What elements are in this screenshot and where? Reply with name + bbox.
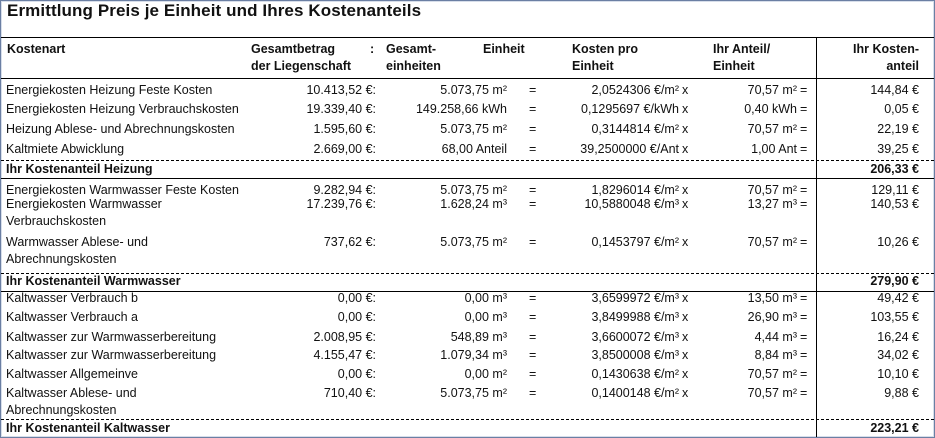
cell-x: x (682, 142, 689, 156)
cell-kosten: 9,88 € (884, 386, 919, 400)
cell-kosten: 22,19 € (877, 122, 919, 136)
table-row (1, 196, 934, 228)
cell-betrag: 0,00 €: (337, 310, 376, 324)
subtotal-value: 223,21 € (870, 421, 919, 435)
header-kostenart: Kostenart (7, 42, 66, 56)
cell-eq: = (529, 386, 537, 400)
table-row (1, 121, 934, 138)
subtotal-row (1, 420, 934, 437)
cell-eq2: = (800, 348, 808, 362)
cell-preis: 3,8500008 €/m³ (591, 348, 679, 362)
subtotal-row (1, 273, 934, 290)
cell-eq2: = (800, 291, 808, 305)
cell-eq: = (529, 367, 537, 381)
subtotal-label: Ihr Kostenanteil Heizung (6, 162, 153, 176)
cell-kosten: 34,02 € (877, 348, 919, 362)
cell-anteil: 8,84 m³ (754, 348, 797, 362)
cell-anteil: 70,57 m² (747, 367, 797, 381)
subtotal-value: 279,90 € (870, 274, 919, 288)
header-kostenanteil: Ihr Kosten- anteil (853, 42, 919, 73)
cell-preis: 0,1295697 €/kWh (581, 102, 679, 116)
cell-anteil: 13,27 m³ (747, 197, 797, 211)
cell-name: Kaltwasser zur Warmwasserbereitung (6, 348, 217, 362)
cell-anteil: 4,44 m³ (754, 330, 797, 344)
cell-eq2: = (800, 367, 808, 381)
cell-eq: = (529, 330, 537, 344)
cell-gesamt: 5.073,75 m² (440, 183, 507, 197)
cell-x: x (682, 291, 689, 305)
cell-x: x (682, 386, 689, 400)
cell-eq: = (529, 183, 537, 197)
cell-name: Kaltwasser Allgemeinve (6, 367, 139, 381)
cell-x: x (682, 183, 689, 197)
cell-gesamt: 548,89 m³ (450, 330, 507, 344)
cell-preis: 3,6600072 €/m³ (591, 330, 679, 344)
cell-anteil: 70,57 m² (747, 122, 797, 136)
cell-betrag: 2.008,95 €: (313, 330, 376, 344)
cell-name: Kaltwasser Ablese- und (6, 386, 137, 400)
cell-name: Kaltwasser Verbrauch a (6, 310, 139, 324)
cell-betrag: 2.669,00 €: (313, 142, 376, 156)
cell-gesamt: 0,00 m³ (464, 291, 507, 305)
table-row (1, 82, 934, 99)
cell-kosten: 16,24 € (877, 330, 919, 344)
cell-eq2: = (800, 235, 808, 249)
cell-gesamt: 68,00 Anteil (441, 142, 507, 156)
cell-gesamt: 5.073,75 m² (440, 235, 507, 249)
cell-betrag: 17.239,76 €: (306, 197, 376, 211)
cell-kosten: 103,55 € (870, 310, 919, 324)
cell-betrag: 0,00 €: (337, 291, 376, 305)
header-top-rule (1, 37, 934, 38)
cell-eq2: = (800, 330, 808, 344)
cell-preis: 39,2500000 €/Ant (580, 142, 679, 156)
cell-eq2: = (800, 142, 808, 156)
cell-kosten: 39,25 € (877, 142, 919, 156)
subtotal-value: 206,33 € (870, 162, 919, 176)
cell-gesamt: 5.073,75 m² (440, 122, 507, 136)
cell-name: Energiekosten Warmwasser Feste Kosten (6, 183, 239, 197)
cell-gesamt: 1.628,24 m³ (440, 197, 507, 211)
cell-preis: 1,8296014 €/m² (591, 183, 679, 197)
cell-anteil: 1,00 Ant (751, 142, 797, 156)
header-einheit: Einheit (483, 42, 525, 56)
header-kosten-pro-einheit: Kosten pro Einheit (572, 42, 638, 73)
cell-betrag: 9.282,94 €: (313, 183, 376, 197)
cell-x: x (682, 348, 689, 362)
cell-anteil: 0,40 kWh (744, 102, 797, 116)
cell-x: x (682, 367, 689, 381)
cell-preis: 0,1400148 €/m² (591, 386, 679, 400)
cell-eq: = (529, 122, 537, 136)
cell-preis: 0,1430638 €/m² (591, 367, 679, 381)
table-row (1, 101, 934, 118)
cell-eq: = (529, 348, 537, 362)
table-row (1, 141, 934, 158)
header-colon: : (370, 42, 375, 56)
cell-name: Energiekosten Warmwasser (6, 197, 162, 211)
subtotal-label: Ihr Kostenanteil Warmwasser (6, 274, 181, 288)
cell-anteil: 70,57 m² (747, 83, 797, 97)
cell-x: x (682, 310, 689, 324)
cell-eq2: = (800, 386, 808, 400)
cell-kosten: 129,11 € (871, 183, 919, 197)
cell-kosten: 10,10 € (877, 367, 919, 381)
subtotal-label: Ihr Kostenanteil Kaltwasser (6, 421, 170, 435)
cell-x: x (682, 330, 689, 344)
cell-kosten: 140,53 € (870, 197, 919, 211)
cell-gesamt: 149.258,66 kWh (415, 102, 507, 116)
table-row (1, 385, 934, 417)
subtotal-row (1, 161, 934, 178)
cell-anteil: 26,90 m³ (747, 310, 797, 324)
cell-betrag: 4.155,47 €: (313, 348, 376, 362)
subtotal-solid-rule (1, 178, 934, 179)
cell-eq2: = (800, 122, 808, 136)
cell-kosten: 144,84 € (870, 83, 919, 97)
header-anteil-einheit: Ihr Anteil/ Einheit (713, 42, 771, 73)
cell-eq2: = (800, 197, 808, 211)
cell-name: Kaltwasser Verbrauch b (6, 291, 139, 305)
cell-name-continued: Abrechnungskosten (6, 403, 117, 417)
subtotal-solid-rule (1, 291, 934, 292)
cell-eq: = (529, 235, 537, 249)
table-row (1, 329, 934, 346)
cell-betrag: 710,40 €: (323, 386, 376, 400)
cell-gesamt: 0,00 m² (464, 367, 507, 381)
cell-eq2: = (800, 102, 808, 116)
cell-eq2: = (800, 83, 808, 97)
cell-eq: = (529, 291, 537, 305)
cell-anteil: 70,57 m² (747, 183, 797, 197)
cell-x: x (682, 122, 689, 136)
cell-gesamt: 5.073,75 m² (440, 386, 507, 400)
cell-eq: = (529, 102, 537, 116)
cell-betrag: 19.339,40 €: (306, 102, 376, 116)
cell-betrag: 737,62 €: (323, 235, 376, 249)
cell-betrag: 10.413,52 €: (306, 83, 376, 97)
cell-x: x (682, 235, 689, 249)
cell-name: Heizung Ablese- und Abrechnungskosten (6, 122, 235, 136)
cell-preis: 0,3144814 €/m² (591, 122, 679, 136)
cell-preis: 3,6599972 €/m³ (591, 291, 679, 305)
cell-eq: = (529, 83, 537, 97)
cell-eq: = (529, 142, 537, 156)
table-row (1, 290, 934, 307)
cell-name-continued: Abrechnungskosten (6, 252, 117, 266)
page-title: Ermittlung Preis je Einheit und Ihres Kostenanteils (7, 1, 422, 20)
cell-kosten: 10,26 € (877, 235, 919, 249)
cell-gesamt: 5.073,75 m² (440, 83, 507, 97)
cell-name: Energiekosten Heizung Feste Kosten (6, 83, 213, 97)
cell-eq2: = (800, 183, 808, 197)
header-bottom-rule (1, 78, 934, 79)
cell-x: x (682, 102, 689, 116)
cell-name: Kaltmiete Abwicklung (6, 142, 125, 156)
cell-preis: 3,8499988 €/m³ (591, 310, 679, 324)
cell-betrag: 1.595,60 €: (313, 122, 376, 136)
cell-x: x (682, 197, 689, 211)
cell-anteil: 70,57 m² (747, 386, 797, 400)
cell-kosten: 0,05 € (884, 102, 919, 116)
cell-betrag: 0,00 €: (337, 367, 376, 381)
cell-name-continued: Verbrauchskosten (6, 214, 107, 228)
cell-gesamt: 1.079,34 m³ (440, 348, 507, 362)
cell-eq: = (529, 197, 537, 211)
header-gesamteinheiten: Gesamt- einheiten (386, 42, 441, 73)
header-gesamtbetrag: Gesamtbetrag der Liegenschaft (251, 42, 352, 73)
cell-anteil: 70,57 m² (747, 235, 797, 249)
cell-x: x (682, 83, 689, 97)
table-row (1, 309, 934, 326)
cell-gesamt: 0,00 m³ (464, 310, 507, 324)
cell-name: Warmwasser Ablese- und (6, 235, 148, 249)
cell-preis: 2,0524306 €/m² (591, 83, 679, 97)
cell-name: Kaltwasser zur Warmwasserbereitung (6, 330, 217, 344)
table-row (1, 347, 934, 364)
table-row (1, 366, 934, 383)
cell-eq: = (529, 310, 537, 324)
table-row (1, 234, 934, 266)
cell-anteil: 13,50 m³ (747, 291, 797, 305)
cell-eq2: = (800, 310, 808, 324)
cell-name: Energiekosten Heizung Verbrauchskosten (6, 102, 239, 116)
cell-preis: 10,5880048 €/m³ (584, 197, 679, 211)
cell-kosten: 49,42 € (877, 291, 919, 305)
cell-preis: 0,1453797 €/m² (591, 235, 679, 249)
